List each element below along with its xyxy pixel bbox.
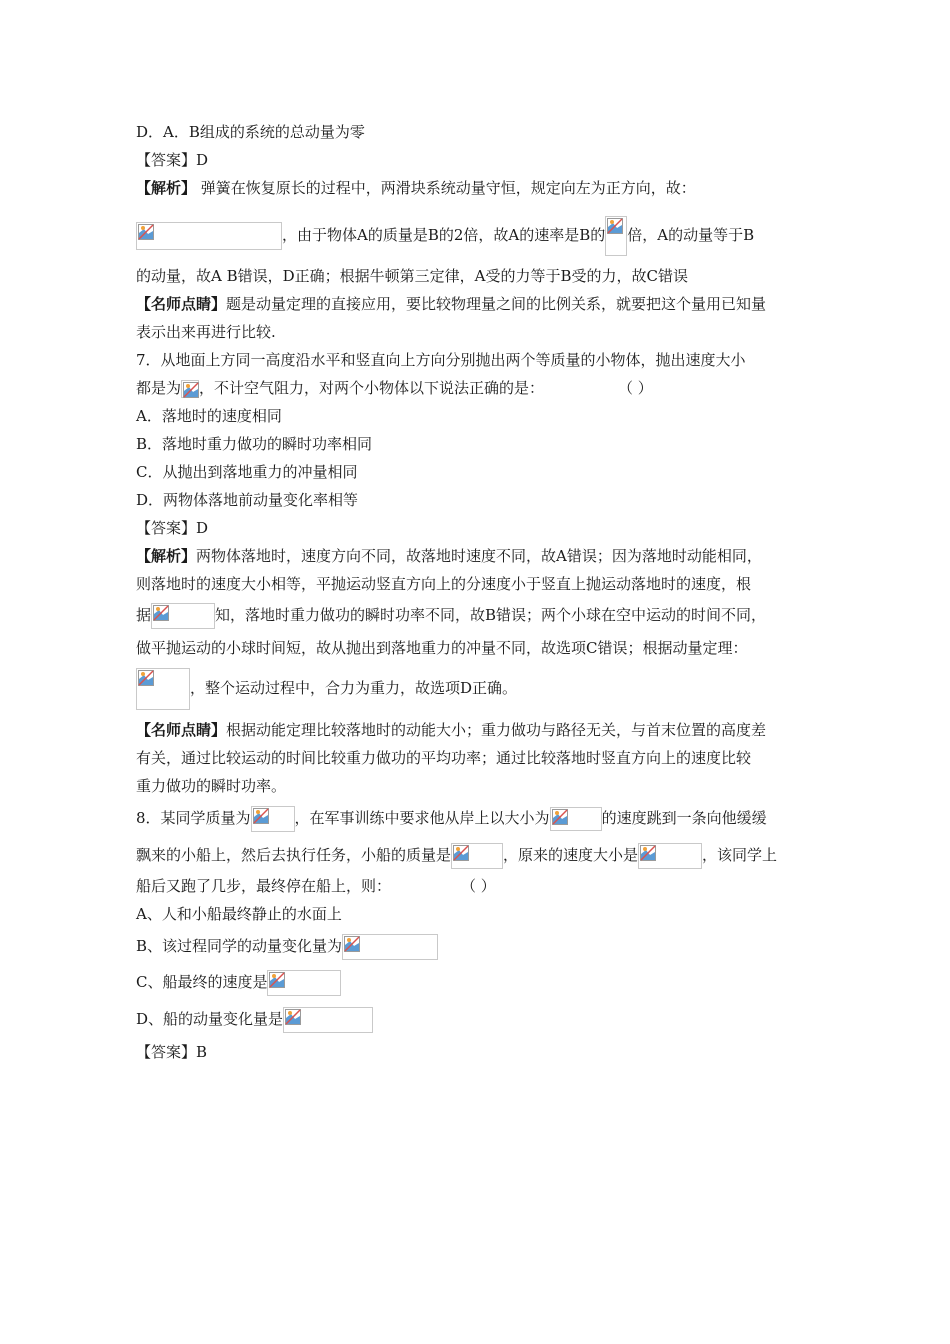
- text: ，该同学上: [702, 846, 778, 864]
- analysis-7-line3: [136, 600, 766, 630]
- tip-7-line2: [136, 744, 751, 772]
- text: 【答案】D: [136, 151, 209, 169]
- text: 飘来的小船上，然后去执行任务，小船的质量是: [136, 846, 452, 864]
- broken-image-icon: [640, 845, 656, 861]
- option-d: [136, 486, 358, 514]
- broken-image-icon: [344, 936, 360, 952]
- formula-image: [342, 934, 438, 960]
- formula-image: [136, 668, 190, 710]
- text: 都是为: [136, 379, 182, 397]
- text: 题是动量定理的直接应用，要比较物理量之间的比例关系，就要把这个量用已知量: [226, 295, 767, 313]
- formula-image: [251, 806, 295, 832]
- broken-image-icon: [607, 218, 623, 234]
- text: 做平抛运动的小球时间短，故从抛出到落地重力的冲量不同，故选项C错误；根据动量定理：: [136, 639, 748, 657]
- text: 【答案】D: [136, 519, 209, 537]
- text: B．落地时重力做功的瞬时功率相同: [136, 435, 373, 453]
- text: 7．从地面上方同一高度沿水平和竖直向上方向分别抛出两个等质量的小物体，抛出速度大小: [136, 351, 746, 369]
- text: D．两物体落地前动量变化率相等: [136, 491, 359, 509]
- formula-image: [283, 1007, 373, 1033]
- question-7: [136, 346, 746, 374]
- broken-image-icon: [183, 382, 199, 398]
- analysis-7-line4: [136, 634, 747, 662]
- tip-6: [136, 290, 766, 318]
- option-8a: [136, 900, 342, 928]
- question-8-line2: [136, 840, 777, 870]
- tip-7: [136, 716, 766, 744]
- text: 【答案】B: [136, 1043, 208, 1061]
- text: 重力做功的瞬时功率。: [136, 777, 287, 795]
- option-8b: [136, 931, 438, 961]
- formula-image: [451, 843, 503, 869]
- text: ，不计空气阻力，对两个小物体以下说法正确的是：: [199, 379, 545, 397]
- formula-image: [267, 970, 341, 996]
- answer-6: [136, 146, 208, 174]
- label: 【解析】: [136, 547, 197, 565]
- broken-image-icon: [269, 972, 285, 988]
- question-8-line3: [136, 872, 496, 900]
- broken-image-icon: [253, 808, 269, 824]
- text: A、人和小船最终静止的水面上: [136, 905, 342, 923]
- question-7-line2: [136, 374, 653, 402]
- broken-image-icon: [285, 1009, 301, 1025]
- text: C．从抛出到落地重力的冲量相同: [136, 463, 358, 481]
- analysis-6-line3: [136, 262, 688, 290]
- tip-6-line2: [136, 318, 276, 346]
- text: 倍，A的动量等于B: [627, 226, 755, 244]
- text: 表示出来再进行比较.: [136, 323, 276, 341]
- analysis-6-line2: [136, 216, 754, 250]
- text: 船后又跑了几步，最终停在船上，则：: [136, 877, 392, 895]
- formula-image: [181, 380, 199, 398]
- formula-image: [605, 216, 627, 256]
- answer-blank: （ ）: [461, 877, 496, 895]
- option-c: [136, 458, 357, 486]
- text: D、船的动量变化量是: [136, 1010, 284, 1028]
- option-b: [136, 430, 372, 458]
- text: 弹簧在恢复原长的过程中，两滑块系统动量守恒，规定向左为正方向，故：: [196, 179, 696, 197]
- analysis-7-line5: [136, 666, 517, 710]
- label: 【解析】: [136, 179, 197, 197]
- answer-7: [136, 514, 208, 542]
- text: 的动量，故A B错误，D正确；根据牛顿第三定律，A受的力等于B受的力，故C错误: [136, 267, 688, 285]
- text: 根据动能定理比较落地时的动能大小；重力做功与路径无关，与首末位置的高度差: [226, 721, 767, 739]
- text: ，由于物体A的质量是B的2倍，故A的速率是B的: [282, 226, 606, 244]
- option-d-prev: [136, 118, 365, 146]
- label: 【名师点睛】: [136, 721, 227, 739]
- text: 的速度跳到一条向他缓缓: [601, 809, 767, 827]
- text: 则落地时的速度大小相等，平抛运动竖直方向上的分速度小于竖直上抛运动落地时的速度，根: [136, 575, 752, 593]
- answer-8: [136, 1038, 207, 1066]
- text: D．A．B组成的系统的总动量为零: [136, 123, 365, 141]
- broken-image-icon: [153, 605, 169, 621]
- answer-blank: （ ）: [618, 379, 653, 397]
- text: B、该过程同学的动量变化量为: [136, 937, 343, 955]
- option-8c: [136, 967, 341, 997]
- formula-image: [638, 843, 702, 869]
- text: ，在军事训练中要求他从岸上以大小为: [294, 809, 550, 827]
- analysis-7-line2: [136, 570, 751, 598]
- option-a: [136, 402, 282, 430]
- broken-image-icon: [552, 809, 568, 825]
- text: 8．某同学质量为: [136, 809, 251, 827]
- broken-image-icon: [138, 670, 154, 686]
- text: A．落地时的速度相同: [136, 407, 282, 425]
- broken-image-icon: [453, 845, 469, 861]
- analysis-7: [136, 542, 762, 570]
- broken-image-icon: [138, 224, 154, 240]
- text: ，原来的速度大小是: [503, 846, 639, 864]
- formula-image: [136, 222, 282, 250]
- text: 据: [136, 606, 152, 624]
- text: C、船最终的速度是: [136, 973, 268, 991]
- label: 【名师点睛】: [136, 295, 227, 313]
- formula-image: [151, 603, 215, 629]
- text: 有关，通过比较运动的时间比较重力做功的平均功率；通过比较落地时竖直方向上的速度比较: [136, 749, 752, 767]
- formula-image: [550, 807, 602, 831]
- text: ，整个运动过程中，合力为重力，故选项D正确。: [190, 679, 518, 697]
- tip-7-line3: [136, 772, 286, 800]
- analysis-6: [136, 174, 696, 202]
- question-8: [136, 803, 767, 833]
- text: 知，落地时重力做功的瞬时功率不同，故B错误；两个小球在空中运动的时间不同，: [215, 606, 767, 624]
- option-8d: [136, 1004, 373, 1034]
- text: 两物体落地时，速度方向不同，故落地时速度不同，故A错误；因为落地时动能相同，: [196, 547, 762, 565]
